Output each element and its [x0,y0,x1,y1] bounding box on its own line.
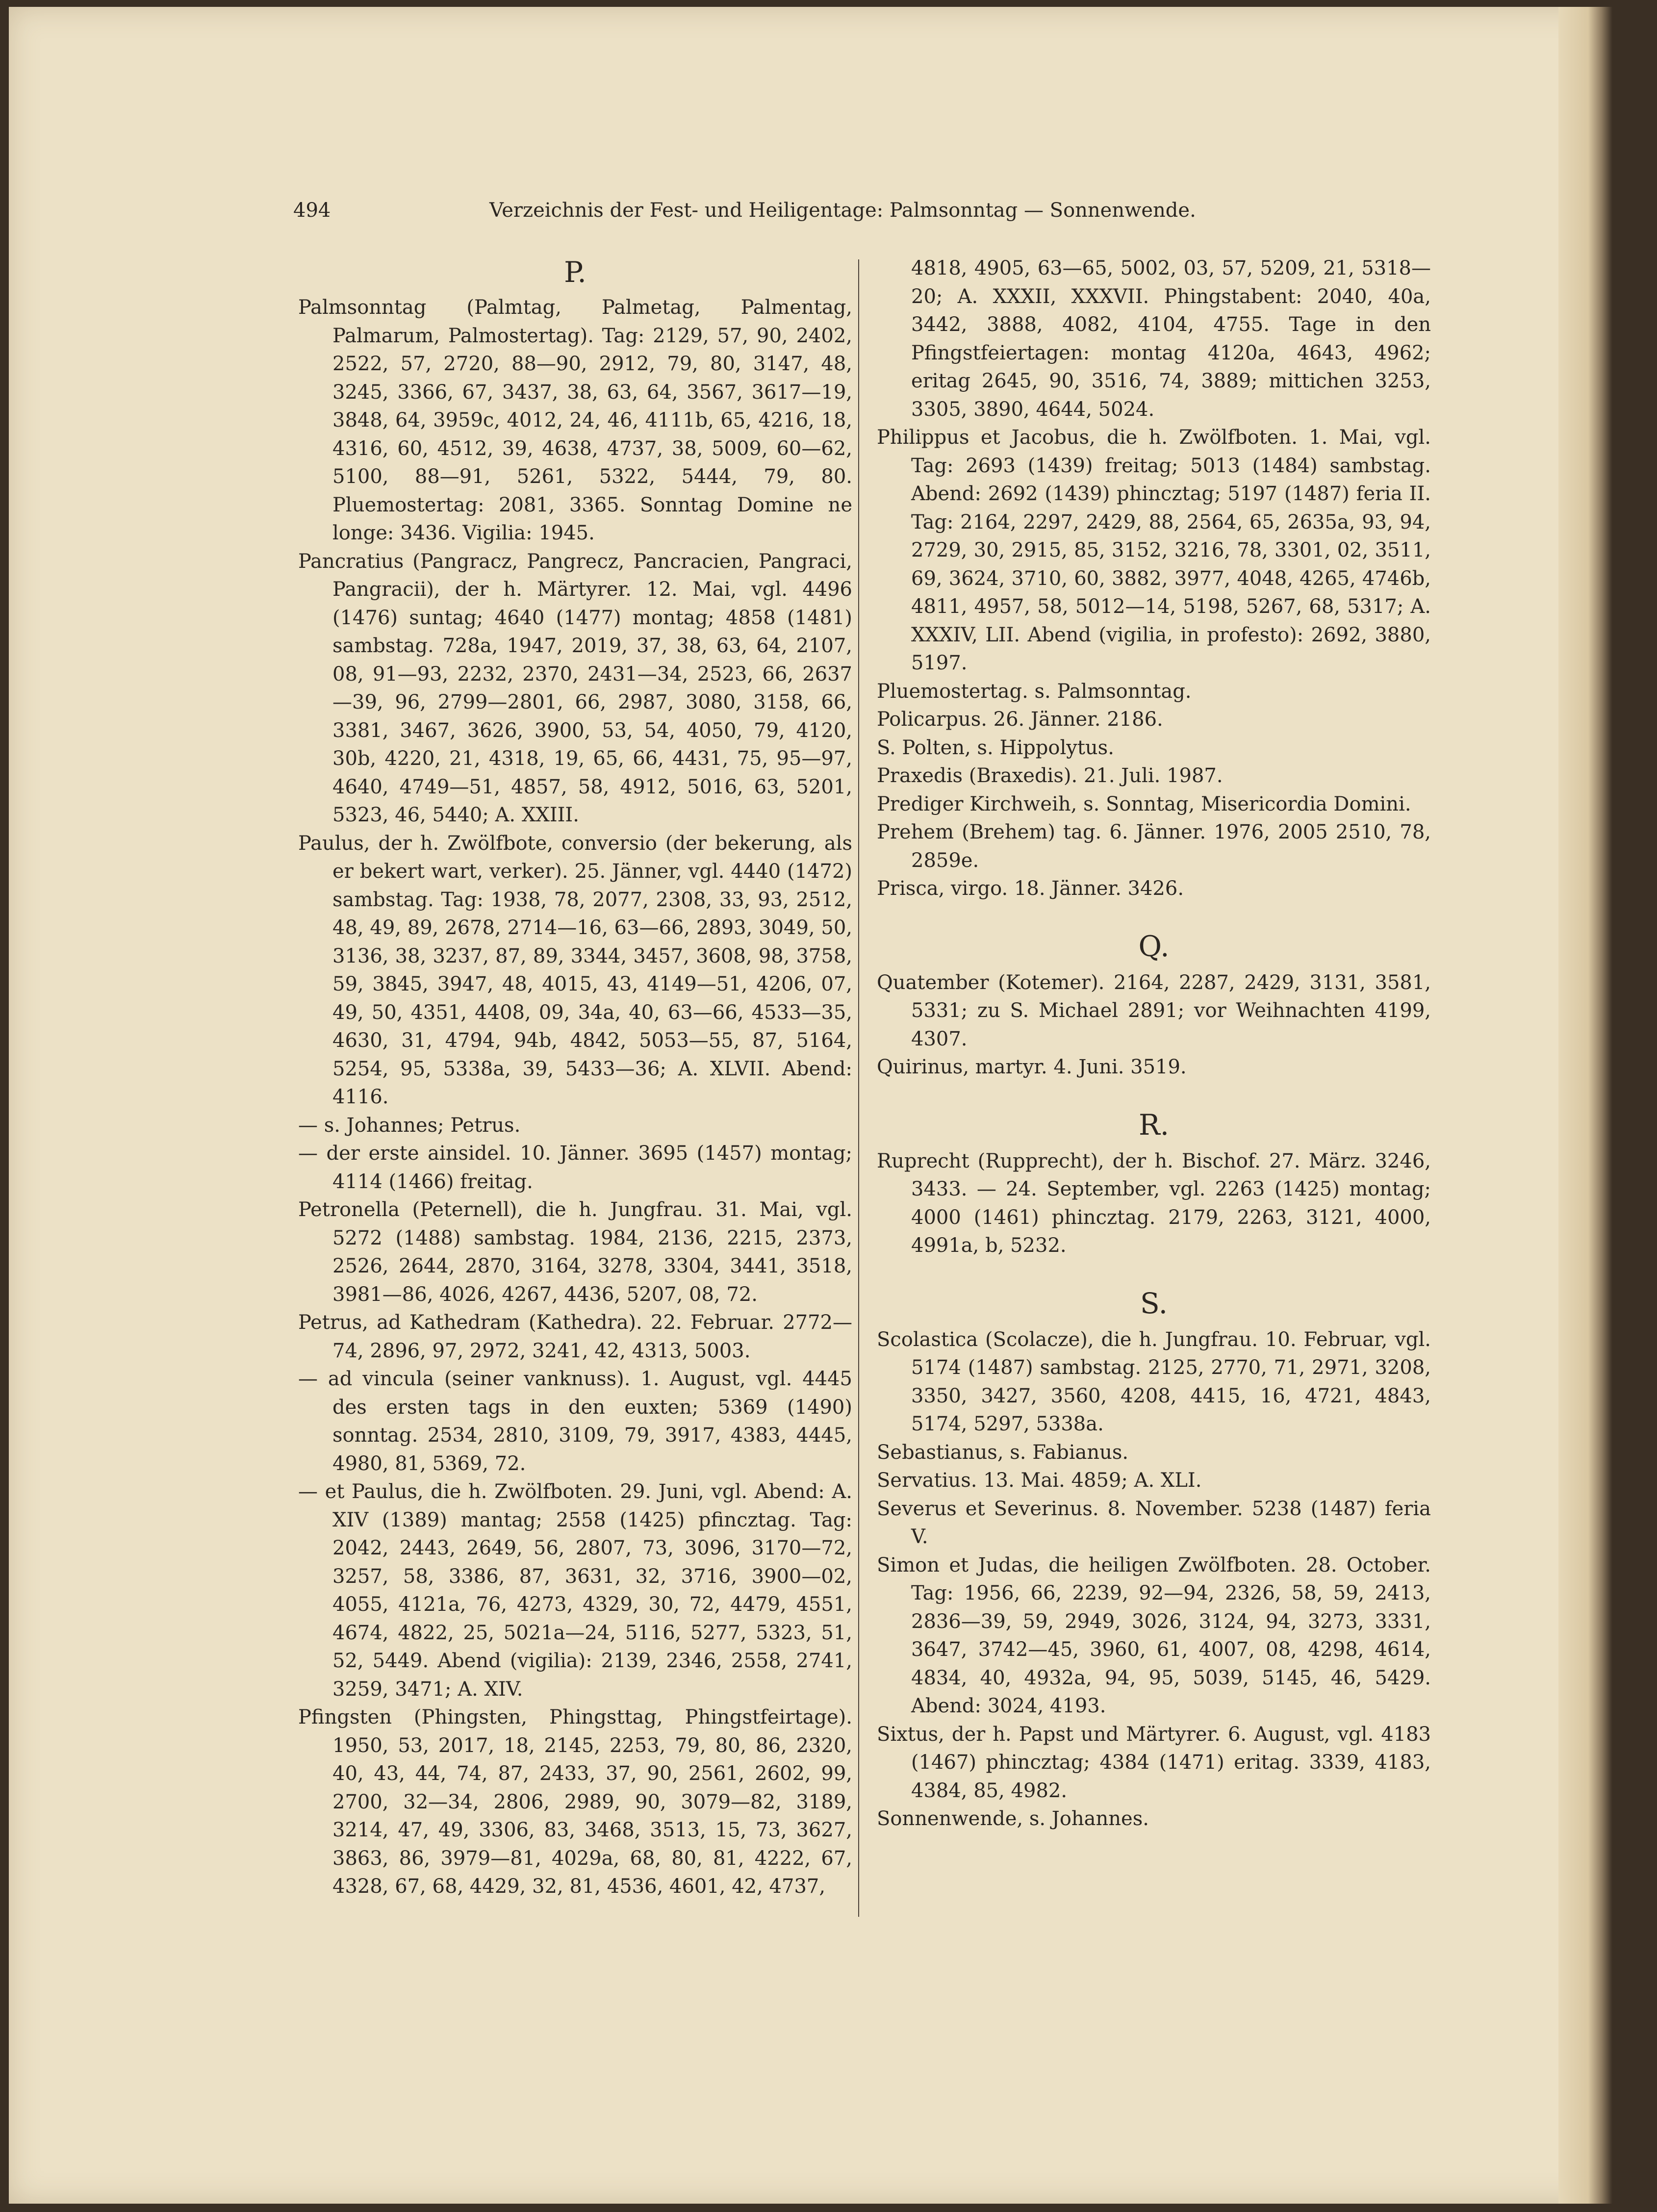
index-entry: — et Paulus, die h. Zwölfboten. 29. Juni, vgl. Abend: A. XIV (1389) mantag; 2558 (1425) pfincztag. Tag: 2042, 2443, 2649, 56, 2807, 73, 3096, 3170—72, 3257, 58, 3386, 87, 3631, 32, 3716, 3900—02, 4055, 4121a, 76, 4273, 4329, 30, 72, 4479, 4551, 4674, 4822, 25, 5021a—24, 5116, 5277, 5323, 51, 52, 5449. Abend (vigilia): 2139, 2346, 2558, 2741, 3259, 3471; A. XIV. [298,1480,852,1701]
index-entry: Quatember (Kotemer). 2164, 2287, 2429, 3131, 3581, 5331; zu S. Michael 2891; vor Weihnachten 4199, 4307. [877,971,1431,1050]
page-gutter [1558,7,1612,2204]
section-letter-q: Q. [1138,929,1170,963]
index-entry: — ad vincula (seiner vanknuss). 1. August, vgl. 4445 des ersten tags in den euxten; 5369 (1490) sonntag. 2534, 2810, 3109, 79, 3917, 4383, 4445, 4980, 81, 5369, 72. [298,1368,852,1475]
right-column [877,254,1431,1833]
index-entry: — der erste ainsidel. 10. Jänner. 3695 (1457) montag; 4114 (1466) freitag. [298,1142,852,1193]
index-entry: Ruprecht (Rupprecht), der h. Bischof. 27. März. 3246, 3433. — 24. September, vgl. 2263 (1425) montag; 4000 (1461) phincztag. 2179, 2263, 3121, 4000, 4991a, b, 5232. [877,1149,1431,1257]
section-letter-p: P. [564,255,586,289]
index-entry: Servatius. 13. Mai. 4859; A. XLI. [877,1469,1202,1492]
index-entry: Paulus, der h. Zwölfbote, conversio (der bekerung, als er bekert wart, verker). 25. Jänner, vgl. 4440 (1472) sambstag. Tag: 1938, 78, 2077, 2308, 33, 93, 2512, 48, 49, 89, 2678, 2714—16, 63—66, 2893, 3049, 50, 3136, 38, 3237, 87, 89, 3344, 3457, 3608, 98, 3758, 59, 3845, 3947, 48, 4015, 43, 4149—51, 4206, 07, 49, 50, 4351, 4408, 09, 34a, 40, 63—66, 4533—35, 4630, 31, 4794, 94b, 4842, 5053—55, 87, 5164, 5254, 95, 5338a, 39, 5433—36; A. XLVII. Abend: 4116. [298,832,852,1108]
index-entry: Policarpus. 26. Jänner. 2186. [877,708,1163,731]
index-entry: Prehem (Brehem) tag. 6. Jänner. 1976, 2005 2510, 78, 2859e. [877,821,1431,872]
index-entry: Sonnenwende, s. Johannes. [877,1807,1149,1830]
index-entry: Praxedis (Braxedis). 21. Juli. 1987. [877,764,1223,787]
index-entry: Palmsonntag (Palmtag, Palmetag, Palmentag, Palmarum, Palmostertag). Tag: 2129, 57, 90, 2402, 2522, 57, 2720, 88—90, 2912, 79, 80, 3147, 48, 3245, 3366, 67, 3437, 38, 63, 64, 3567, 3617—19, 3848, 64, 3959c, 4012, 24, 46, 4111b, 65, 4216, 18, 4316, 60, 4512, 39, 4638, 4737, 38, 5009, 60—62, 5100, 88—91, 5261, 5322, 5444, 79, 80. Pluemostertag: 2081, 3365. Sonntag Domine ne longe: 3436. Vigilia: 1945. [298,296,852,544]
index-entry: Simon et Judas, die heiligen Zwölfboten. 28. October. Tag: 1956, 66, 2239, 92—94, 2326, 58, 59, 2413, 2836—39, 59, 2949, 3026, 3124, 94, 3273, 3331, 3647, 3742—45, 3960, 61, 4007, 08, 4298, 4614, 4834, 40, 4932a, 94, 95, 5039, 5145, 46, 5429. Abend: 3024, 4193. [877,1553,1431,1717]
section-letter-s: S. [1140,1286,1168,1320]
index-entry: Petronella (Peternell), die h. Jungfrau. 31. Mai, vgl. 5272 (1488) sambstag. 1984, 2136, 2215, 2373, 2526, 2644, 2870, 3164, 3278, 3304, 3441, 3518, 3981—86, 4026, 4267, 4436, 5207, 08, 72. [298,1198,852,1306]
index-entry: Prediger Kirchweih, s. Sonntag, Misericordia Domini. [877,792,1411,815]
index-entry: Severus et Severinus. 8. November. 5238 (1487) feria V. [877,1497,1431,1548]
left-column [298,254,852,1901]
index-entry: Pluemostertag. s. Palmsonntag. [877,680,1192,703]
index-entry: Pfingsten (Phingsten, Phingsttag, Phingstfeirtage). 1950, 53, 2017, 18, 2145, 2253, 79, 80, 86, 2320, 40, 43, 44, 74, 87, 2433, 37, 90, 2561, 2602, 99, 2700, 32—34, 2806, 2989, 90, 3079—82, 3189, 3214, 47, 49, 3306, 83, 3468, 3513, 15, 73, 3627, 3863, 86, 3979—81, 4029a, 68, 80, 81, 4222, 67, 4328, 67, 68, 4429, 32, 81, 4536, 4601, 42, 4737, [298,1706,852,1898]
index-entry: Petrus, ad Kathedram (Kathedra). 22. Februar. 2772—74, 2896, 97, 2972, 3241, 42, 4313, 5003. [298,1311,852,1362]
running-head: Verzeichnis der Fest- und Heiligentage: Palmsonntag — Sonnenwende. [489,199,1196,222]
index-entry: — s. Johannes; Petrus. [298,1114,521,1137]
index-entry: Pancratius (Pangracz, Pangrecz, Pancracien, Pangraci, Pangracii), der h. Märtyrer. 12. Mai, vgl. 4496 (1476) suntag; 4640 (1477) montag; 4858 (1481) sambstag. 728a, 1947, 2019, 37, 38, 63, 64, 2107, 08, 91—93, 2232, 2370, 2431—34, 2523, 66, 2637—39, 96, 2799—2801, 66, 2987, 3080, 3158, 66, 3381, 3467, 3626, 3900, 53, 54, 4050, 79, 4120, 30b, 4220, 21, 4318, 19, 65, 66, 4431, 75, 95—97, 4640, 4749—51, 4857, 58, 4912, 5016, 63, 5201, 5323, 46, 5440; A. XXIII. [298,550,852,826]
section-letter-r: R. [1138,1108,1170,1142]
index-entry: Scolastica (Scolacze), die h. Jungfrau. 10. Februar, vgl. 5174 (1487) sambstag. 2125, 2770, 71, 2971, 3208, 3350, 3427, 3560, 4208, 4415, 16, 4721, 4843, 5174, 5297, 5338a. [877,1328,1431,1435]
page-header [293,199,1215,229]
index-entry: Sixtus, der h. Papst und Märtyrer. 6. August, vgl. 4183 (1467) phincztag; 4384 (1471) eritag. 3339, 4183, 4384, 85, 4982. [877,1723,1431,1802]
index-entry: Philippus et Jacobus, die h. Zwölfboten. 1. Mai, vgl. Tag: 2693 (1439) freitag; 5013 (1484) sambstag. Abend: 2692 (1439) phincztag; 5197 (1487) feria II. Tag: 2164, 2297, 2429, 88, 2564, 65, 2635a, 93, 94, 2729, 30, 2915, 85, 3152, 3216, 78, 3301, 02, 3511, 69, 3624, 3710, 60, 3882, 3977, 4048, 4265, 4746b, 4811, 4957, 58, 5012—14, 5198, 5267, 68, 5317; A. XXXIV, LII. Abend (vigilia, in profesto): 2692, 3880, 5197. [877,426,1431,674]
index-entry: Prisca, virgo. 18. Jänner. 3426. [877,877,1184,900]
index-entry: Quirinus, martyr. 4. Juni. 3519. [877,1056,1187,1078]
index-entry: S. Polten, s. Hippolytus. [877,736,1114,759]
book-page [9,7,1612,2204]
index-entry: Sebastianus, s. Fabianus. [877,1441,1129,1464]
column-divider [858,259,859,1917]
entry-continuation: 4818, 4905, 63—65, 5002, 03, 57, 5209, 21, 5318—20; A. XXXII, XXXVII. Phingstabent: 2040, 40a, 3442, 3888, 4082, 4104, 4755. Tage in den Pfingstfeiertagen: montag 4120a, 4643, 4962; eritag 2645, 90, 3516, 74, 3889; mittichen 3253, 3305, 3890, 4644, 5024. [911,257,1431,421]
page-number: 494 [293,199,331,222]
